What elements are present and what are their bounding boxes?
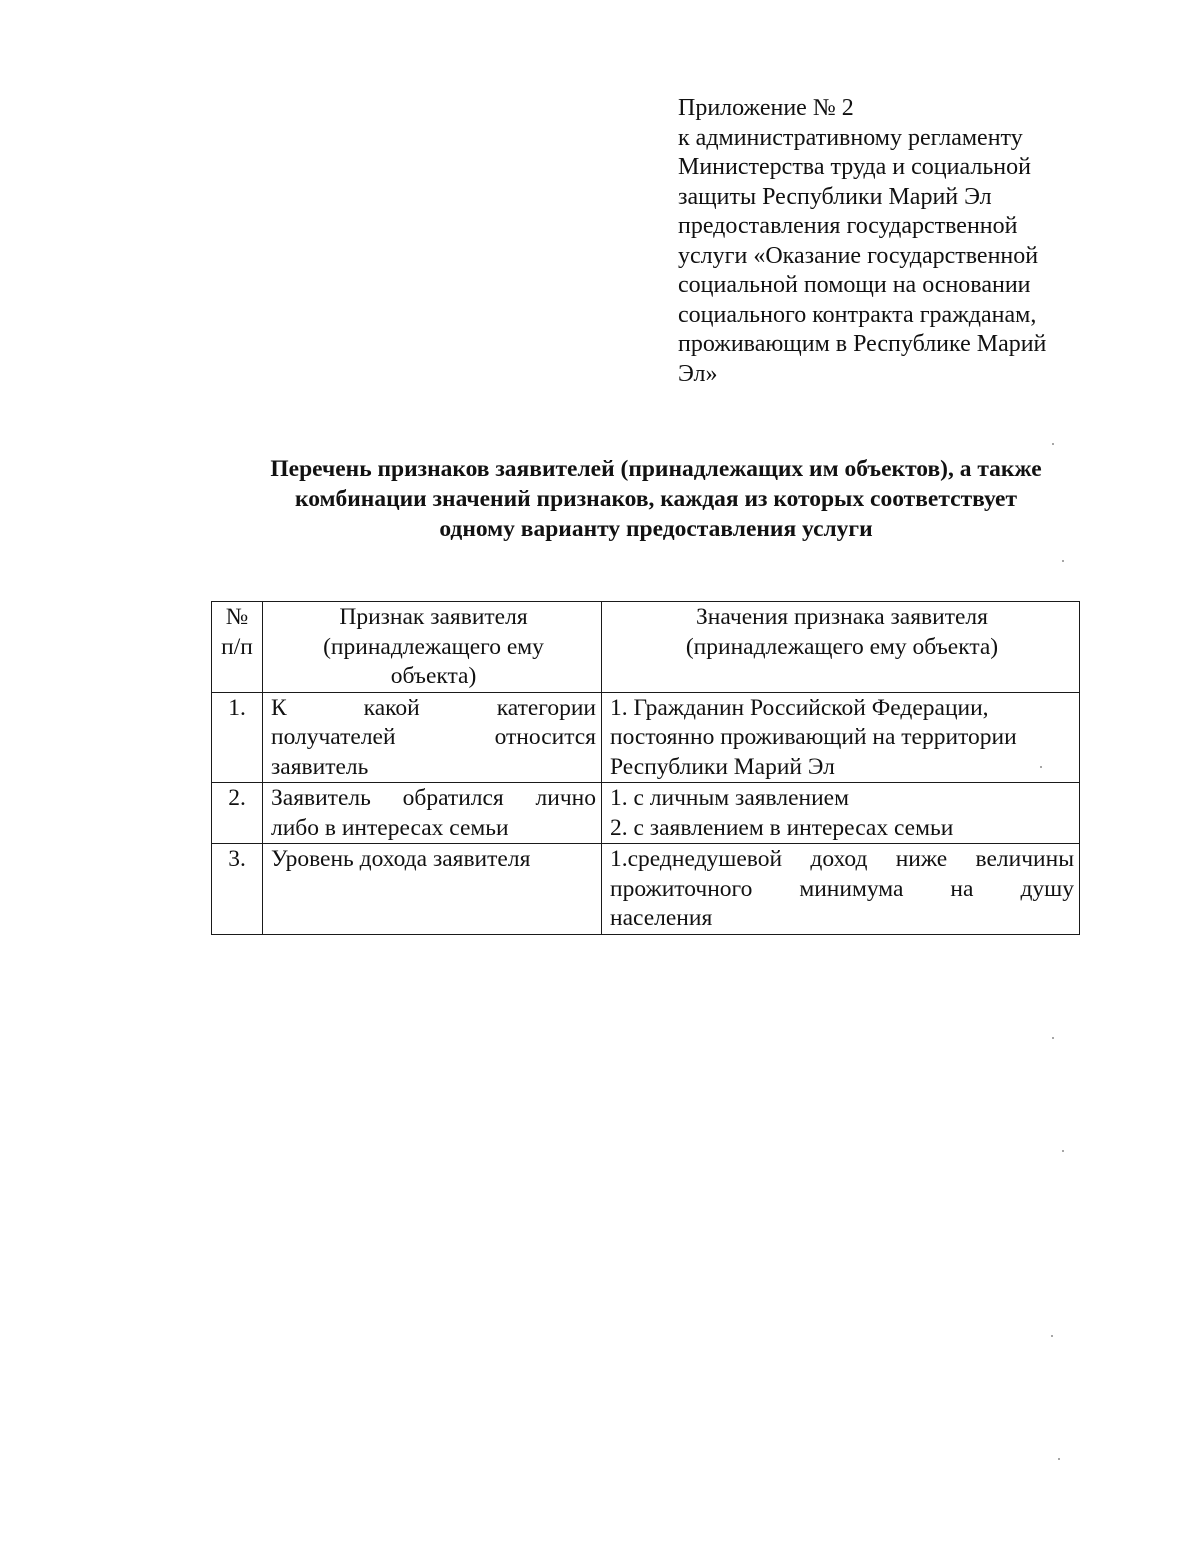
criteria-table: [211, 601, 1080, 935]
scan-speck: [1062, 560, 1064, 562]
header-number: [212, 602, 263, 693]
header-attribute-line: объекта): [390, 663, 477, 689]
header-number-line: №: [225, 604, 249, 630]
header-values: [602, 602, 1080, 693]
row-values: [602, 692, 1080, 783]
appendix-line: социальной помощи на основании: [678, 272, 1031, 298]
row-number: 1.: [212, 692, 263, 783]
header-attribute-line: Признак заявителя: [339, 604, 528, 630]
appendix-line: к административному регламенту: [678, 124, 1023, 151]
appendix-line: защиты Республики Марий Эл: [678, 183, 992, 210]
row-number: 2.: [212, 783, 263, 844]
scan-speck: [1051, 1335, 1053, 1337]
appendix-line: Приложение № 2: [678, 95, 854, 121]
row-values-line: постоянно проживающий на территории: [610, 724, 1017, 750]
title-line: Перечень признаков заявителей (принадлежащих им объектов), а также: [270, 456, 1042, 482]
row-attribute-line: получателей относится: [271, 724, 596, 750]
row-attribute: [263, 844, 602, 935]
appendix-line: Министерства труда и социальной: [678, 154, 1031, 180]
row-attribute: [263, 692, 602, 783]
row-number: 3.: [212, 844, 263, 935]
appendix-line: Эл»: [678, 360, 718, 387]
scan-speck: [1052, 1037, 1054, 1039]
row-attribute: [263, 783, 602, 844]
scan-speck: [1062, 1150, 1064, 1152]
scan-speck: [1058, 1458, 1060, 1460]
appendix-line: услуги «Оказание государственной: [678, 242, 1039, 269]
table-row: [212, 844, 1080, 935]
row-values-line: населения: [610, 905, 713, 931]
row-values-line: 2. с заявлением в интересах семьи: [610, 814, 954, 841]
appendix-line: проживающим в Республике Марий: [678, 331, 1047, 357]
header-attribute: [263, 602, 602, 693]
row-attribute-line: Заявитель обратился лично: [271, 785, 596, 811]
document-title: [200, 454, 1112, 544]
row-values-line: 1. Гражданин Российской Федерации,: [610, 694, 989, 721]
row-values-line: 1.среднедушевой доход ниже величины: [610, 846, 1074, 872]
appendix-line: социального контракта гражданам,: [678, 301, 1037, 328]
appendix-header: [678, 94, 1098, 389]
scan-speck: [1040, 766, 1042, 768]
table-header-row: [212, 602, 1080, 693]
table-row: [212, 783, 1080, 844]
row-values: [602, 783, 1080, 844]
row-values-line: Республики Марий Эл: [610, 753, 835, 780]
row-attribute-line: либо в интересах семьи: [271, 814, 509, 841]
title-line: одному варианту предоставления услуги: [439, 516, 873, 542]
row-values-line: 1. с личным заявлением: [610, 785, 849, 811]
row-attribute-line: Уровень дохода заявителя: [271, 846, 531, 872]
scan-speck: [1052, 443, 1054, 445]
table-row: [212, 692, 1080, 783]
appendix-line: предоставления государственной: [678, 213, 1018, 239]
row-attribute-line: К какой категории: [271, 694, 596, 721]
row-values-line: прожиточного минимума на душу: [610, 875, 1074, 902]
row-attribute-line: заявитель: [271, 753, 369, 780]
title-line: комбинации значений признаков, каждая из которых соответствует: [294, 486, 1018, 512]
header-values-line: Значения признака заявителя: [696, 604, 988, 630]
header-values-line: (принадлежащего ему объекта): [685, 633, 999, 660]
header-number-line: п/п: [221, 633, 253, 660]
row-values: [602, 844, 1080, 935]
header-attribute-line: (принадлежащего ему: [323, 633, 544, 660]
